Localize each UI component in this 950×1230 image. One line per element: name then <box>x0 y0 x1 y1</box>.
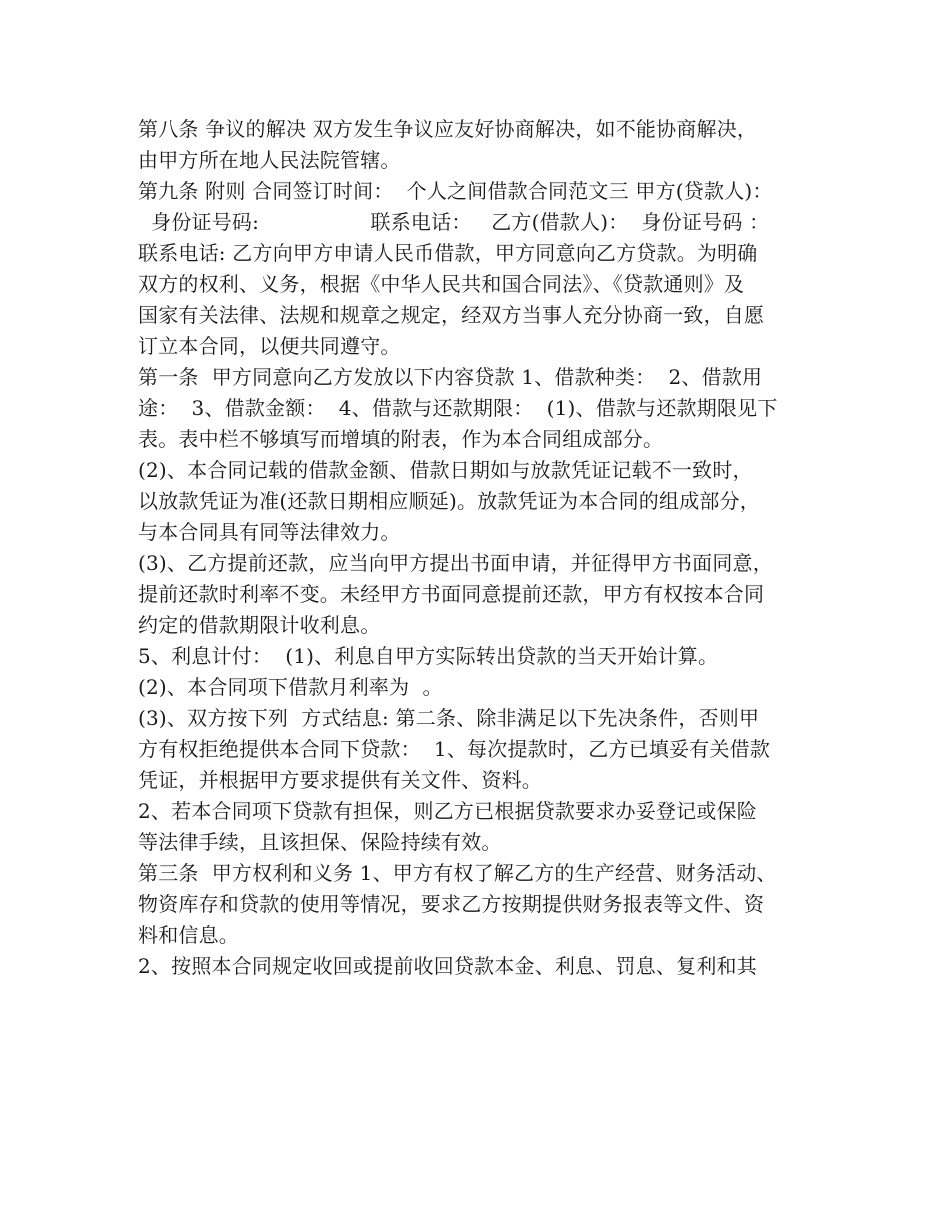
text-line: 料和信息。 <box>138 923 239 947</box>
text-line: 途： 3、借款金额： 4、借款与还款期限： (1)、借款与还款期限见下 <box>138 396 778 420</box>
text-line: 约定的借款期限计收利息。 <box>138 613 381 637</box>
text-line: 身份证号码: 联系电话： 乙方(借款人)： 身份证号码 ： <box>138 210 770 234</box>
text-line: 2、若本合同项下贷款有担保，则乙方已根据贷款要求办妥登记或保险 <box>138 799 757 823</box>
text-line: 以放款凭证为准(还款日期相应顺延)。放款凭证为本合同的组成部分， <box>138 489 761 513</box>
text-line: 方有权拒绝提供本合同下贷款： 1、每次提款时，乙方已填妥有关借款 <box>138 737 771 761</box>
text-line: 与本合同具有同等法律效力。 <box>138 520 401 544</box>
text-line: 凭证，并根据甲方要求提供有关文件、资料。 <box>138 768 542 792</box>
text-line: 表。表中栏不够填写而增填的附表，作为本合同组成部分。 <box>138 427 664 451</box>
text-line: (3)、乙方提前还款，应当向甲方提出书面申请，并征得甲方书面同意， <box>138 551 773 575</box>
text-line: 第九条 附则 合同签订时间： 个人之间借款合同范文三 甲方(贷款人)： <box>138 179 773 203</box>
text-line: 物资库存和贷款的使用等情况，要求乙方按期提供财务报表等文件、资 <box>138 892 765 916</box>
text-line: 2、按照本合同规定收回或提前收回贷款本金、利息、罚息、复利和其 <box>138 954 757 978</box>
text-line: 5、利息计付： (1)、利息自甲方实际转出贷款的当天开始计算。 <box>138 644 719 668</box>
text-line: 第一条 甲方同意向乙方发放以下内容贷款 1、借款种类： 2、借款用 <box>138 365 763 389</box>
text-line: 第八条 争议的解决 双方发生争议应友好协商解决，如不能协商解决， <box>138 117 758 141</box>
text-line: (3)、双方按下列 方式结息: 第二条、除非满足以下先决条件，否则甲 <box>138 706 760 730</box>
text-line: (2)、本合同记载的借款金额、借款日期如与放款凭证记载不一致时， <box>138 458 753 482</box>
contract-text-body <box>138 114 838 982</box>
text-line: 第三条 甲方权利和义务 1、甲方有权了解乙方的生产经营、财务活动、 <box>138 861 777 885</box>
text-line: 联系电话: 乙方向甲方申请人民币借款，甲方同意向乙方贷款。为明确 <box>138 241 758 265</box>
text-line: 国家有关法律、法规和规章之规定，经双方当事人充分协商一致，自愿 <box>138 303 765 327</box>
text-line: 订立本合同，以便共同遵守。 <box>138 334 401 358</box>
text-line: 双方的权利、义务，根据《中华人民共和国合同法》、《贷款通则》及 <box>138 272 745 296</box>
text-line: 由甲方所在地人民法院管辖。 <box>138 148 401 172</box>
text-line: 等法律手续，且该担保、保险持续有效。 <box>138 830 502 854</box>
text-line: 提前还款时利率不变。未经甲方书面同意提前还款，甲方有权按本合同 <box>138 582 765 606</box>
text-line: (2)、本合同项下借款月利率为 。 <box>138 675 443 699</box>
